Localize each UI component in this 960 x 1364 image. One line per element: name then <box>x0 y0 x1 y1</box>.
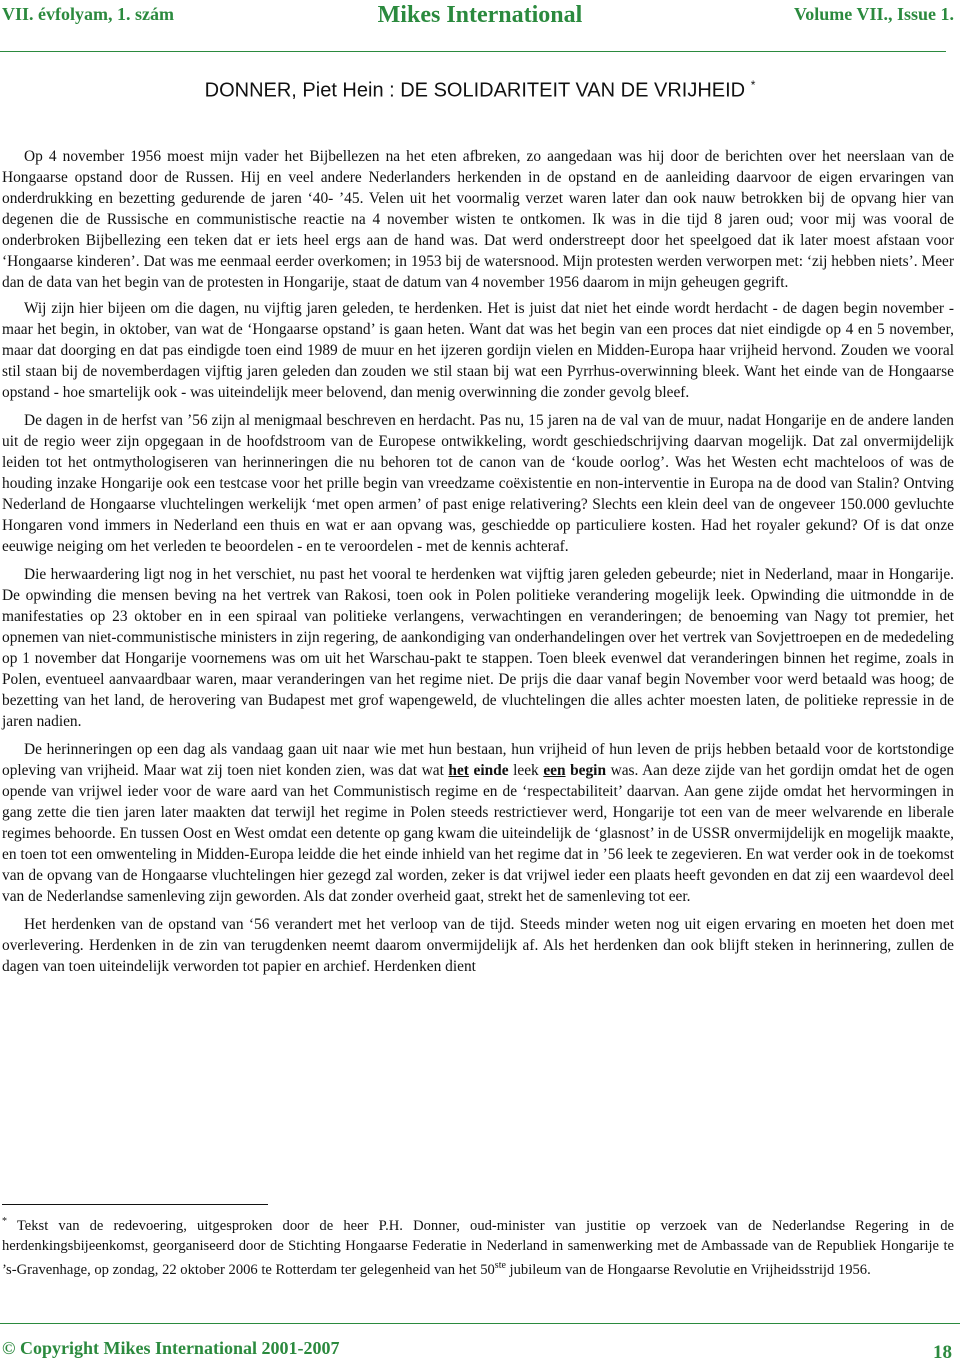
footer-divider <box>0 1323 960 1324</box>
paragraph-5-part-b: leek <box>508 762 544 779</box>
header-divider <box>0 51 946 52</box>
footnote-divider <box>2 1204 268 1205</box>
footnote <box>2 1212 954 1280</box>
emphasis-een: een <box>543 762 566 779</box>
article-title-text: DONNER, Piet Hein : DE SOLIDARITEIT VAN DE VRIJHEID <box>204 79 746 102</box>
article-title <box>0 78 960 103</box>
emphasis-einde: einde <box>468 762 509 779</box>
paragraph-4: Die herwaardering ligt nog in het verschiet, nu past het vooral te herdenken wat vijftig jaren geleden gebeurde; niet in Nederland, maar in Hongarije. De opwinding die mensen beving na het vertrek van Rakosi, toen ook in Polen politieke verandering mogelijk leek. Opwinding die uitmondde in de manifestaties op 23 oktober en in een spiraal van politieke verlangens, verwachtingen en veranderingen; de benoeming van Nagy tot premier, het opnemen van niet-communistische ministers in zijn regering, de aankondiging van onderhandelingen over het vertrek van Sovjettroepen en de mededeling op 1 november dat Hongarije voornemens was om uit het Warschau-pakt te stappen. Toen bleek evenwel dat veranderingen binnen het regime, zoals in Polen, eventueel aanvaardbaar waren, maar veranderingen van het regime niet. De prijs die daar vanaf begin November voor werd betaald was hoog; de bezetting van het land, de herovering van Budapest met grof wapengeweld, de vluchtelingen die alles achter moesten laten, de politieke repressie in de jaren nadien. <box>2 566 954 730</box>
paragraph-5-part-a: De herinneringen op een dag als vandaag gaan uit naar wie met hun bestaan, hun vrijheid of hun leven de prijs hebben betaald voor de kortstondige opleving van vrijheid. Maar wat zij toen niet konden zien, was dat wat <box>2 741 954 779</box>
page-header <box>0 0 960 40</box>
article-body <box>2 146 954 984</box>
paragraph-1: Op 4 november 1956 moest mijn vader het Bijbellezen na het eten afbreken, zo aangedaan was hij door de berichten over het neerslaan van de Hongaarse opstand door de Russen. Hij en veel andere Nederlanders herkenden in de opstand en de aanleiding daarvoor de eigen ervaringen van onderdrukking en bezetting gedurende de jaren ‘40- ’45. Velen uit het voormalig verzet waren later dan ook nauw betrokken bij de opvang hier van degenen die de Russische en communistische reactie na 4 november wisten te ontkomen. Ik was in die tijd 8 jaren oud; voor mij was vooral de onderbroken Bijbellezing een teken dat er iets heel ergs aan de hand was. Dat werd onderstreept door het speelgoed dat ik later moest afstaan voor ‘Hongaarse kinderen’. Dat was me eenmaal eerder overkomen; in 1953 bij de watersnood. Mijn protesten werden verworpen met: ‘zij hebben niets’. Meer dan de data van het begin van de protesten in Hongarije, staat de datum van 4 november 1956 daarom in mijn geheugen gegrift. <box>2 148 954 291</box>
header-publication: Mikes International <box>377 2 583 28</box>
paragraph-6: Het herdenken van de opstand van ‘56 verandert met het verloop van de tijd. Steeds minder weten nog uit eigen ervaring en moeten het doen met overlevering. Herdenken in de zin van terugdenken neemt daarom onvermijdelijk af. Als het herdenken dan ook blijft steken in herinnering, zullen de dagen van toen uiteindelijk verworden tot papier en archief. Herdenken dient <box>2 916 954 975</box>
paragraph-2: Wij zijn hier bijeen om die dagen, nu vijftig jaren geleden, te herdenken. Het is juist dat niet het einde wordt herdacht - de dagen begin november - maar het begin, in oktober, van wat de ‘Hongaarse opstand’ is gaan heten. Want dat was het begin van een proces dat niet eindigde op 4 en 5 november, maar dat doorging en dat pas eindigde toen eind 1989 de muur en het ijzeren gordijn vielen en Midden-Europa haar vrijheid hervond. Zouden we vooral stil staan bij de novemberdagen vijftig jaren geleden dan zouden we stil staan bij wat een Pyrrhus-overwinning bleek. Want het einde van de Hongaarse opstand - hoe smartelijk ook - was uiteindelijk meer belovend, dan menig overwinning die zonder gevolg bleef. <box>2 300 954 401</box>
header-issue-hu: VII. évfolyam, 1. szám <box>2 4 174 24</box>
emphasis-begin: begin <box>565 762 607 779</box>
title-footnote-marker: * <box>750 78 756 92</box>
footnote-text-a: Tekst van de redevoering, uitgesproken door de heer P.H. Donner, oud-minister van justitie op verzoek van de Nederlandse Regering in de herdenkingsbijeenkomst, georganiseerd door de Stichting Hongaarse Federatie in Nederland in samenwerking met de Ambassade van de Republiek Hongarije te ’s-Gravenhage, op zondag, 22 oktober 2006 te Rotterdam ter gelegenheid van het 50 <box>2 1217 954 1278</box>
paragraph-5 <box>2 739 954 907</box>
emphasis-het: het <box>448 762 469 779</box>
page-number: 18 <box>933 1342 952 1363</box>
header-issue-en: Volume VII., Issue 1. <box>793 4 954 24</box>
footnote-ordinal-suffix: ste <box>494 1259 506 1271</box>
footnote-marker: * <box>2 1216 7 1227</box>
footnote-text-b: jubileum van de Hongaarse Revolutie en Vrijheidsstrijd 1956. <box>505 1261 871 1278</box>
footer-copyright: © Copyright Mikes International 2001-2007 <box>2 1338 340 1358</box>
paragraph-5-part-c: was. Aan deze zijde van het gordijn omdat het de ogen opende van vrijwel ieder voor de ware aard van het Communistisch regime en de ‘respectabiliteit’ daarvan. Aan gene zijde omdat het hervormingen in gang zette die tien jaren later maakten dat terwijl het regime in Polen steeds restrictiever werd, Hongarije tot een van de meer welvarende en liberale regimes behoorde. En tussen Oost en West omdat een detente op gang kwam die uiteindelijk de ‘glasnost’ in de USSR onvermijdelijk en mogelijk maakte, en toen tot een omwenteling in Midden-Europa leidde die het einde inhield van het regime dat in ’56 leek te zegevieren. En wat verder ook in de toekomst van de opvang van de Hongaarse vluchtelingen hier gezegd zal worden, zeker is dat vrijwel ieder een plaats heeft gevonden en dat zij een waardevol deel van de Nederlandse samenleving zijn geworden. Als dat zonder overheid gaat, strekt het de samenleving tot eer. <box>2 762 954 905</box>
paragraph-3: De dagen in de herfst van ’56 zijn al menigmaal beschreven en herdacht. Pas nu, 15 jaren na de val van de muur, nadat Hongarije en de andere landen uit de regio weer zijn opgegaan in de hoofdstroom van de Europese ontwikkeling, wordt geschiedschrijving daarvan mogelijk. Dat zal onvermijdelijk leiden tot het ontmythologiseren van herinneringen die nu behoren tot de canon van de ‘koude oorlog’. Was het Westen echt machteloos of was de houding inzake Hongarije ook een testcase voor het prille begin van vreedzame coëxistentie en non-interventie in Europa na de dood van Stalin? Ontving Nederland de Hongaarse vluchtelingen werkelijk ‘met open armen’ of past enige relativering? Slechts een klein deel van de ongeveer 150.000 gevluchte Hongaren vond immers in Nederland een thuis en wat er aan opvang was, geschiedde op particuliere kosten. Had het royaler gekund? Of is dat onze eeuwige neiging om het verleden te beoordelen - en te veroordelen - met de kennis achteraf. <box>2 412 954 555</box>
